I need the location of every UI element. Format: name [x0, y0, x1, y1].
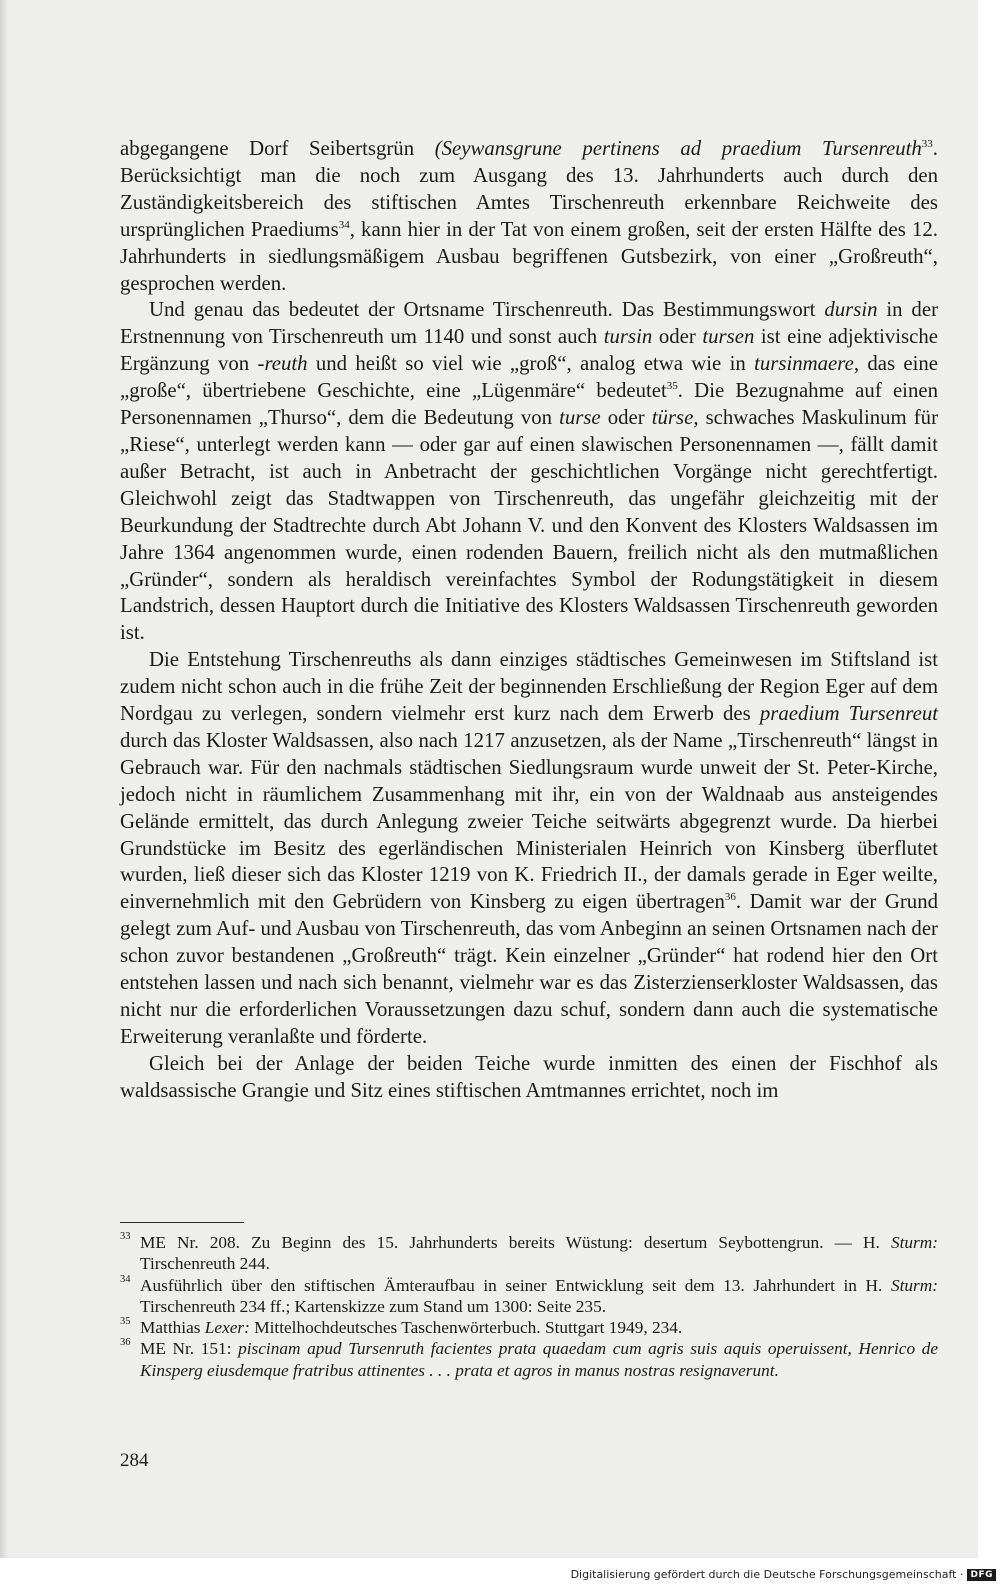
- text-run: Und genau das bedeutet der Ortsname Tirschenreuth. Das Bestimmungswort: [149, 298, 825, 322]
- dfg-logo-icon: DFG: [967, 1569, 996, 1581]
- italic-text: praedium Tursenreut: [759, 702, 939, 726]
- text-run: abgegangene Dorf Seibertsgrün: [120, 137, 435, 160]
- text-run: das eine „große“, übertriebene Geschichte, eine „Lügenmäre“ bedeutet: [120, 352, 938, 403]
- footnote-number: 34: [120, 1273, 131, 1285]
- text-run: Gleich bei der Anlage der beiden Teiche wurde inmitten des einen der Fischhof als waldsassische Grangie und Sitz eines stiftischen Amtmannes errichtet, noch im: [120, 1051, 938, 1102]
- text-run: Tirschenreuth 244.: [140, 1254, 270, 1274]
- italic-text: turse: [559, 406, 601, 430]
- text-run: und heißt so viel wie „groß“, analog etwa wie in: [307, 352, 755, 376]
- text-run: durch das Kloster Waldsassen, also nach 1217 anzusetzen, als der Name „Tirschenreuth“ längst in Gebrauch war. Für den nachmals städtischen Siedlungsraum wurde unweit der St. Peter-Kirche, jedoch nicht in räumlichem Zusammenhang mit ihr, ein von der Waldnaab aus ansteigendes Gelände ermittelt, das durch Anlegung zweier Teiche seitwärts abgegrenzt wurde. Da hierbei Grundstücke im Besitz des egerländischen Ministerialen Heinrich von Kinsberg überflutet wurden, ließ dieser sich das Kloster 1219 von K. Friedrich II., der damals gerade in Eger weilte, einvernehmlich mit den Gebrüdern von Kinsberg zu eigen übertragen: [120, 728, 938, 914]
- italic-text: piscinam apud Tursenruth facientes prata quaedam cum agris suis aquis operuissent, Henrico de Kinsperg eiusdemque fratribus attinentes . . . prata et agros in manus nostras resignaverunt.: [140, 1339, 939, 1380]
- paragraph: [120, 1051, 938, 1105]
- text-run: oder: [600, 406, 652, 430]
- body-text: [120, 136, 938, 1105]
- text-run: in der Erstnennung von Tirschenreuth um 1140 und sonst auch: [120, 298, 938, 349]
- text-run: . Die Bezugnahme auf einen Personennamen „Thurso“, dem die Bedeutung von: [120, 379, 938, 430]
- italic-text: dursin: [824, 298, 878, 322]
- footnote-ref: 34: [338, 218, 350, 231]
- italic-text: Sturm:: [890, 1275, 938, 1295]
- footnote-ref: 35: [666, 380, 678, 393]
- paragraph: [120, 136, 938, 297]
- text-run: Die Entstehung Tirschenreuths als dann einziges städtisches Gemeinwesen im Stiftsland ist zudem nicht schon auch in die frühe Zeit der beginnenden Erschließung der Region Eger auf dem Nordgau zu verlegen, sondern vielmehr erst kurz nach dem Erwerb des: [120, 648, 938, 726]
- footnote-rule: [120, 1222, 244, 1223]
- digitization-credit: [571, 1568, 996, 1581]
- page-edge-shadow: [0, 0, 8, 1558]
- text-run: , kann hier in der Tat von einem großen, seit der ersten Hälfte des 12. Jahrhunderts in siedlungsmäßigem Ausbau begriffenen Gutsbezirk, von einer „Großreuth“, gesprochen werden.: [120, 217, 939, 295]
- text-run: schwaches Maskulinum für „Riese“, unterlegt werden kann — oder gar auf einen slawischen Personennamen —, fällt damit außer Betracht, ist auch in Anbetracht der geschichtlichen Vorgänge nicht gerechtfertigt. Gleichwohl zeigt das Stadtwappen von Tirschenreuth, das ungefähr gleichzeitig mit der Beurkundung der Stadtrechte durch Abt Johann V. und den Konvent des Klosters Waldsassen im Jahre 1364 angenommen wurde, einen rodenden Bauern, freilich nicht als den mutmaßlichen „Gründer“, sondern als heraldisch vereinfachtes Symbol der Rodungstätigkeit in diesem Landstrich, dessen Hauptort durch die Initiative des Klosters Waldsassen Tirschenreuth geworden ist.: [120, 406, 938, 645]
- text-run: Tirschenreuth 234 ff.; Kartenskizze zum Stand um 1300: Seite 235.: [140, 1296, 607, 1316]
- italic-text: Sturm:: [890, 1233, 938, 1252]
- italic-text: (Seywansgrune pertinens ad praedium Tursenreuth: [434, 137, 922, 160]
- italic-text: Lexer:: [204, 1318, 250, 1338]
- footnote-number: 36: [120, 1337, 131, 1349]
- paragraph: [120, 297, 938, 647]
- text-run: Mittelhochdeutsches Taschenwörterbuch. Stuttgart 1949, 234.: [249, 1318, 683, 1338]
- italic-text: tursinmaere,: [754, 352, 860, 376]
- footnotes: [120, 1232, 938, 1381]
- text-run: . Damit war der Grund gelegt zum Auf- und Ausbau von Tirschenreuth, das vom Anbeginn an seinen Ortsnamen nach der schon zuvor bestandenen „Großreuth“ trägt. Kein einzelner „Gründer“ hat rodend hier den Ort entstehen lassen und nach sich benannt, vielmehr war es das Zisterzienserkloster Waldsassen, das nicht nur die erforderlichen Voraussetzungen dazu schuf, sondern dann auch die systematische Erweiterung veranlaßte und förderte.: [120, 890, 938, 1048]
- italic-text: tursin: [603, 325, 653, 349]
- text-run: Matthias: [140, 1318, 205, 1338]
- footnote-ref: 36: [724, 891, 736, 904]
- text-run: . Berücksichtigt man die noch zum Ausgang des 13. Jahrhunderts auch durch den Zuständigkeitsbereich des stiftischen Amtes Tirschenreuth erkennbare Reichweite des ursprünglichen Praediums: [120, 137, 938, 241]
- text-run: Ausführlich über den stiftischen Ämteraufbau in seiner Entwicklung seit dem 13. Jahrhundert in H.: [140, 1275, 891, 1295]
- italic-text: türse,: [651, 406, 699, 430]
- credit-text: Digitalisierung gefördert durch die Deutsche Forschungsgemeinschaft ·: [570, 1568, 964, 1581]
- footnote: [120, 1317, 938, 1338]
- text-run: ME Nr. 208. Zu Beginn des 15. Jahrhunderts bereits Wüstung: desertum Seybottengrun. — H.: [140, 1233, 891, 1252]
- italic-text: -reuth: [257, 352, 308, 376]
- text-run: ist eine adjektivische Ergänzung von: [120, 325, 939, 376]
- text-run: ME Nr. 151:: [140, 1339, 239, 1359]
- page-number: 284: [120, 1450, 149, 1471]
- footnote-number: 35: [120, 1316, 131, 1328]
- italic-text: tursen: [702, 325, 755, 349]
- footnote: [120, 1338, 938, 1381]
- footnote-ref: 33: [921, 138, 933, 150]
- text-run: oder: [652, 325, 703, 349]
- footnote-number: 33: [120, 1231, 131, 1242]
- paragraph: [120, 647, 938, 1051]
- footnote: [120, 1275, 938, 1318]
- footnote: [120, 1232, 938, 1275]
